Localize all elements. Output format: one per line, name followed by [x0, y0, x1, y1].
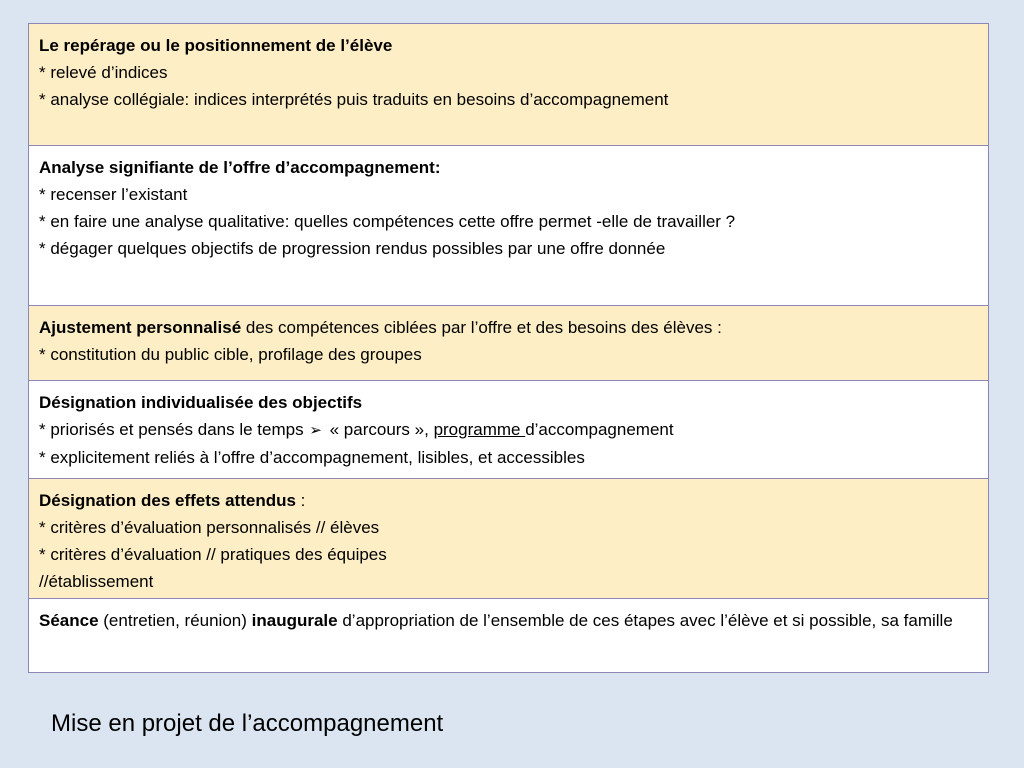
row-bullet: * explicitement reliés à l’offre d’accompagnement, lisibles, et accessibles	[39, 448, 585, 467]
steps-table	[28, 23, 989, 673]
slide-caption: Mise en projet de l’accompagnement	[51, 710, 444, 737]
row-bullet: * analyse collégiale: indices interprétés puis traduits en besoins d’accompagnement	[39, 90, 669, 109]
row-bullet: * dégager quelques objectifs de progression rendus possibles par une offre donnée	[39, 239, 666, 258]
row-paragraph	[39, 607, 978, 634]
row-bullet: * relevé d’indices	[39, 63, 168, 82]
row-bullet: * recenser l’existant	[39, 185, 188, 204]
bullet-text: d’accompagnement	[525, 420, 674, 439]
row-title-rest: des compétences ciblées par l’offre et des besoins des élèves :	[241, 318, 722, 337]
table-row	[29, 599, 988, 672]
row-title-bold: Désignation des effets attendus	[39, 491, 296, 510]
table-row	[29, 381, 988, 479]
row-text: (entretien, réunion)	[98, 611, 252, 630]
row-text: d’appropriation de l’ensemble de ces étapes avec l’élève et si possible, sa famille	[337, 611, 953, 630]
arrow-right-icon: ➢	[309, 422, 322, 439]
bullet-text: * priorisés et pensés dans le temps	[39, 420, 309, 439]
table-row	[29, 24, 988, 146]
bullet-text: « parcours »,	[324, 420, 434, 439]
table-row	[29, 479, 988, 599]
row-title	[39, 314, 978, 341]
row-bullet: * critères d’évaluation personnalisés // élèves	[39, 518, 380, 537]
row-bullet: * en faire une analyse qualitative: quelles compétences cette offre permet -elle de travailler ?	[39, 212, 736, 231]
row-title	[39, 487, 978, 514]
table-row	[29, 306, 988, 381]
row-title: Désignation individualisée des objectifs	[39, 393, 363, 412]
row-title-rest: :	[295, 491, 306, 510]
row-title: Analyse signifiante de l’offre d’accompagnement:	[39, 158, 441, 177]
row-bold-term: Séance	[39, 611, 99, 630]
row-title: Le repérage ou le positionnement de l’élève	[39, 36, 393, 55]
row-title-bold: Ajustement personnalisé	[39, 318, 242, 337]
row-bullet: * constitution du public cible, profilage des groupes	[39, 345, 422, 364]
table-row	[29, 146, 988, 306]
row-bullet: * critères d’évaluation // pratiques des équipes	[39, 545, 387, 564]
row-bullet: //établissement	[39, 572, 154, 591]
underlined-term: programme	[433, 420, 526, 439]
row-bullet	[39, 416, 978, 444]
row-bold-term: inaugurale	[251, 611, 338, 630]
